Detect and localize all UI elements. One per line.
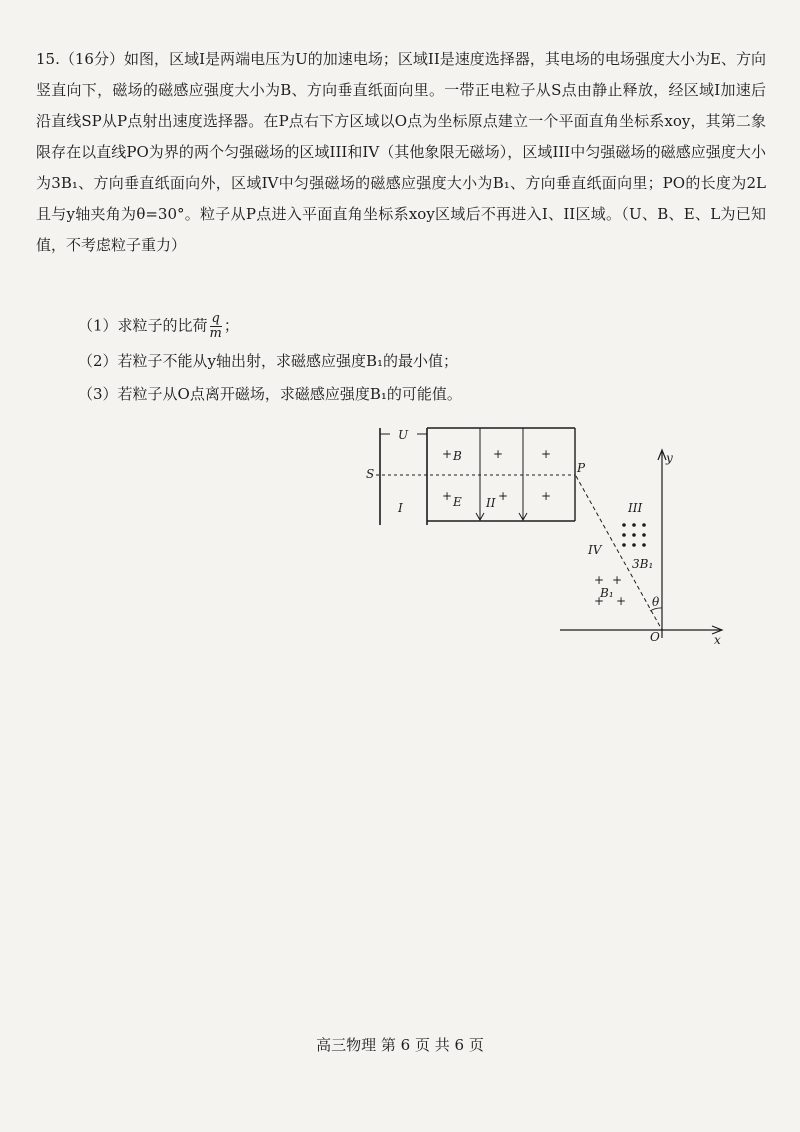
- label-p: P: [577, 461, 586, 475]
- question-2: （2）若粒子不能从y轴出射，求磁感应强度B₁的最小值；: [78, 352, 459, 370]
- plus-mark: +: [498, 489, 509, 503]
- field-dots: [622, 523, 646, 547]
- plus-mark: +: [594, 594, 605, 608]
- page-footer: 高三物理 第 6 页 共 6 页: [316, 1036, 484, 1054]
- plus-mark: +: [594, 573, 605, 587]
- label-3b1: 3B₁: [632, 557, 654, 571]
- label-u: U: [398, 428, 409, 442]
- frac-denominator: m: [209, 326, 222, 341]
- question-1-suffix: ；: [223, 316, 239, 335]
- plus-mark: +: [541, 447, 552, 461]
- question-1: [78, 312, 239, 341]
- charge-mass-ratio: [210, 312, 222, 341]
- label-region-i: I: [398, 501, 403, 515]
- label-s: S: [366, 467, 375, 481]
- frac-numerator: q: [211, 311, 220, 326]
- label-e: E: [453, 495, 462, 509]
- problem-block: [36, 44, 766, 261]
- label-region-iv: IV: [588, 543, 602, 557]
- label-region-ii: II: [486, 496, 496, 510]
- label-region-iii: III: [628, 501, 643, 515]
- label-o: O: [650, 630, 660, 644]
- plus-mark: +: [612, 573, 623, 587]
- label-b: B: [453, 449, 462, 463]
- label-theta: θ: [652, 595, 660, 609]
- plus-mark: +: [493, 447, 504, 461]
- problem-score: （16分）: [59, 50, 125, 68]
- label-b1: B₁: [600, 586, 614, 600]
- plus-mark: +: [616, 594, 627, 608]
- question-1-prefix: （1）求粒子的比荷: [78, 316, 208, 335]
- question-3: （3）若粒子从O点离开磁场，求磁感应强度B₁的可能值。: [78, 385, 462, 403]
- problem-statement: [36, 44, 766, 261]
- physics-diagram: [360, 420, 740, 650]
- label-y: y: [666, 451, 673, 465]
- label-x: x: [714, 633, 721, 647]
- problem-number: 15.: [36, 50, 60, 68]
- plus-mark: +: [541, 489, 552, 503]
- plus-mark: +: [442, 447, 453, 461]
- plus-mark: +: [442, 489, 453, 503]
- problem-text: 如图，区域I是两端电压为U的加速电场；区域II是速度选择器，其电场的电场强度大小为E、方向竖直向下，磁场的磁感应强度大小为B、方向垂直纸面向里。一带正电粒子从S点由静止释放，经区域I加速后沿直线SP从P点射出速度选择器。在P点右下方区域以O点为坐标原点建立一个平面直角坐标系xoy，其第二象限存在以直线PO为界的两个匀强磁场的区域III和IV（其他象限无磁场），区域III中匀强磁场的磁感应强度大小为3B₁、方向垂直纸面向外，区域IV中匀强磁场的磁感应强度大小为B₁、方向垂直纸面向里；PO的长度为2L且与y轴夹角为θ=30°。粒子从P点进入平面直角坐标系xoy区域后不再进入I、II区域。（U、B、E、L为已知值，不考虑粒子重力）: [36, 50, 767, 254]
